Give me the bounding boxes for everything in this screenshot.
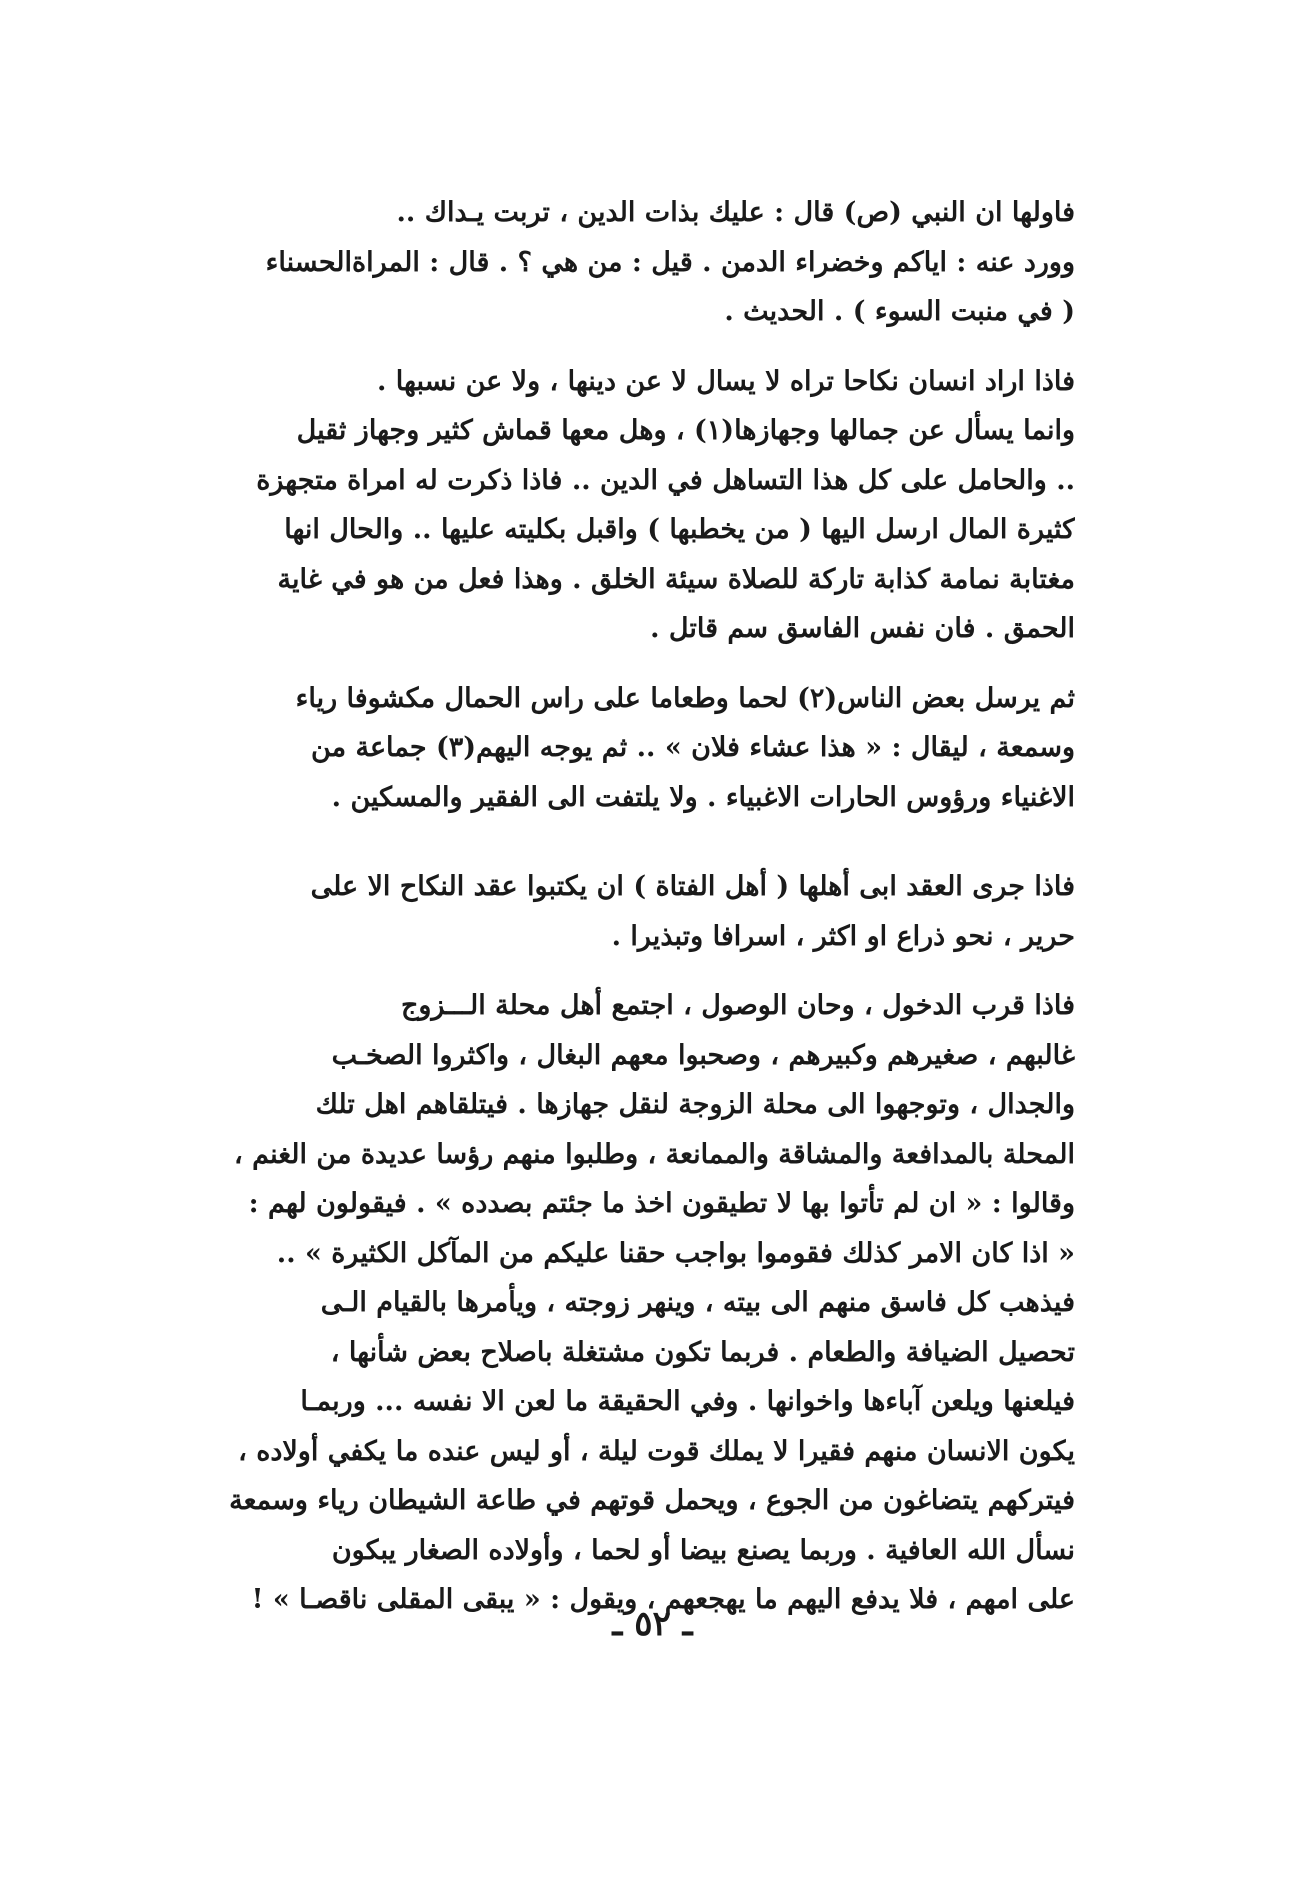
paragraph-5 <box>214 981 1075 1625</box>
paragraph-1 <box>214 188 1075 337</box>
text-line: حرير ، نحو ذراع او اكثر ، اسرافا وتبذيرا . <box>611 920 1075 952</box>
text-line: وقالوا : « ان لم تأتوا بها لا تطيقون اخذ ما جئتم بصدده » . فيقولون لهم : <box>248 1188 1075 1219</box>
paragraph-2 <box>214 357 1075 654</box>
text-line: ( في منبت السوء ) . الحديث . <box>724 296 1075 327</box>
text-line: الحمق . فان نفس الفاسق سم قاتل . <box>650 613 1075 644</box>
paragraph-4 <box>214 862 1075 961</box>
text-line: وسمعة ، ليقال : « هذا عشاء فلان » .. ثم يوجه اليهم(٣) جماعة من <box>311 732 1075 763</box>
text-line: وورد عنه : اياكم وخضراء الدمن . قيل : من هي ؟ . قال : المراةالحسناء <box>265 246 1075 278</box>
page-number: ـ ٥٢ ـ <box>612 1604 693 1644</box>
text-line: نسأل الله العافية . وربما يصنع بيضا أو لحما ، وأولاده الصغار يبكون <box>331 1534 1075 1566</box>
text-line: فيذهب كل فاسق منهم الى بيته ، وينهر زوجته ، ويأمرها بالقيام الـى <box>320 1287 1075 1318</box>
text-line: على امهم ، فلا يدفع اليهم ما يهجعهم ، ويقول : « يبقى المقلى ناقصـا » ! <box>251 1584 1075 1615</box>
text-line: والجدال ، وتوجهوا الى محلة الزوجة لنقل جهازها . فيتلقاهم اهل تلك <box>315 1089 1075 1120</box>
text-line: المحلة بالمدافعة والمشاقة والممانعة ، وطلبوا منهم رؤسا عديدة من الغنم ، <box>234 1138 1075 1170</box>
text-line: « اذا كان الامر كذلك فقوموا بواجب حقنا عليكم من المآكل الكثيرة » .. <box>276 1237 1075 1269</box>
text-line: مغتابة نمامة كذابة تاركة للصلاة سيئة الخلق . وهذا فعل من هو في غاية <box>277 563 1075 595</box>
text-line: فيلعنها ويلعن آباءها واخوانها . وفي الحقيقة ما لعن الا نفسه ... وربمـا <box>300 1386 1075 1417</box>
text-line: فاذا اراد انسان نكاحا تراه لا يسال لا عن دينها ، ولا عن نسبها . <box>376 365 1075 397</box>
text-line: فيتركهم يتضاغون من الجوع ، ويحمل قوتهم في طاعة الشيطان رياء وسمعة <box>229 1485 1075 1516</box>
text-line: وانما يسأل عن جمالها وجهازها(١) ، وهل معها قماش كثير وجهاز ثقيل <box>296 415 1075 446</box>
text-line: فاذا جرى العقد ابى أهلها ( أهل الفتاة ) ان يكتبوا عقد النكاح الا على <box>310 871 1075 902</box>
text-line: الاغنياء ورؤوس الحارات الاغبياء . ولا يلتفت الى الفقير والمسكين . <box>331 781 1075 813</box>
paragraph-3 <box>214 674 1075 823</box>
text-line: ثم يرسل بعض الناس(٢) لحما وطعاما على راس الحمال مكشوفا رياء <box>295 682 1075 714</box>
text-line: كثيرة المال ارسل اليها ( من يخطبها ) واقبل بكليته عليها .. والحال انها <box>284 514 1075 545</box>
text-line: تحصيل الضيافة والطعام . فربما تكون مشتغلة باصلاح بعض شأنها ، <box>330 1336 1075 1368</box>
text-line: فاذا قرب الدخول ، وحان الوصول ، اجتمع أهل محلة الـــزوج <box>400 990 1075 1021</box>
text-line: غالبهم ، صغيرهم وكبيرهم ، وصحبوا معهم البغال ، واكثروا الصخـب <box>331 1039 1075 1071</box>
body-text <box>214 188 1075 1625</box>
text-line: .. والحامل على كل هذا التساهل في الدين .. فاذا ذكرت له امراة متجهزة <box>256 464 1075 496</box>
text-line: فاولها ان النبي (ص) قال : عليك بذات الدين ، تربت يـداك .. <box>396 197 1075 228</box>
text-line: يكون الانسان منهم فقيرا لا يملك قوت ليلة ، أو ليس عنده ما يكفي أولاده ، <box>238 1435 1075 1467</box>
